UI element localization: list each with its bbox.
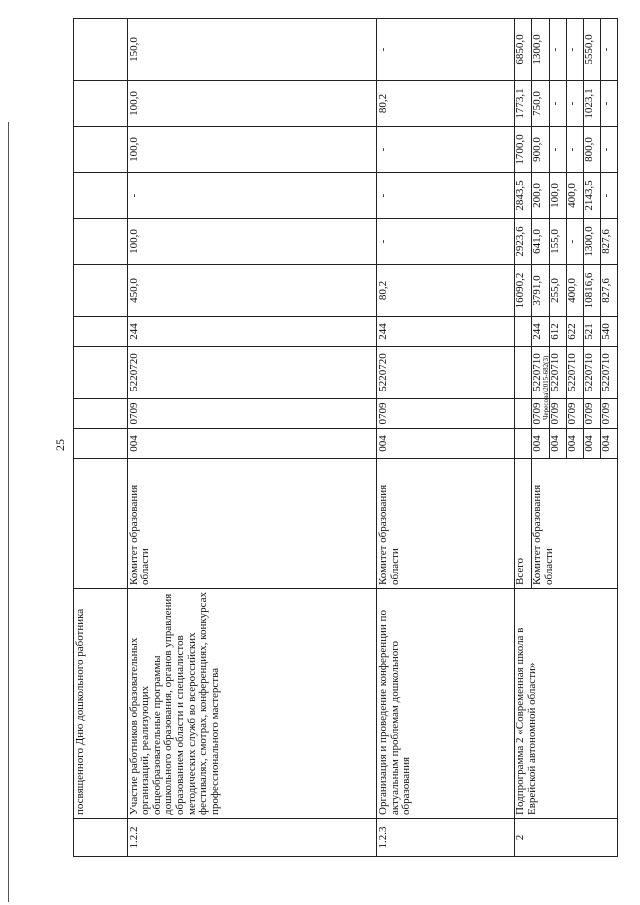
grbs-cell: 004 xyxy=(532,429,549,459)
total-cell: 400,0 xyxy=(566,265,583,317)
page-number: 25 xyxy=(53,439,67,451)
year-2018-cell: - xyxy=(549,81,566,127)
year-2017-cell: 800,0 xyxy=(583,127,600,173)
year-2015-cell: 641,0 xyxy=(532,219,549,265)
rzpr-cell: 0709 xyxy=(377,399,515,429)
year-2015-cell: 2923,6 xyxy=(515,219,532,265)
csr-cell: 5220710 xyxy=(549,347,566,399)
year-2018-cell: 1773,1 xyxy=(515,81,532,127)
row-num-cell: 1.2.2 xyxy=(127,819,376,857)
year-2015-cell: 155,0 xyxy=(549,219,566,265)
year-2018-cell: 1023,1 xyxy=(583,81,600,127)
table-row xyxy=(515,19,532,857)
csr-cell: 5220710 xyxy=(583,347,600,399)
csr-cell: 5220710 xyxy=(566,347,583,399)
rzpr-cell: 0709 xyxy=(127,399,376,429)
vr-cell: 540 xyxy=(600,317,617,347)
year-2018-cell: - xyxy=(566,81,583,127)
vr-cell: 521 xyxy=(583,317,600,347)
year-2015-cell: - xyxy=(377,219,515,265)
year-2017-cell: - xyxy=(549,127,566,173)
year-2017-cell: 100,0 xyxy=(127,127,376,173)
csr-cell: 5220720 xyxy=(127,347,376,399)
executor-cell: Комитет образования области xyxy=(377,459,515,589)
total-cell: 255,0 xyxy=(549,265,566,317)
total-cell: 16090,2 xyxy=(515,265,532,317)
vr-cell: 244 xyxy=(532,317,549,347)
event-name-cell: посвященного Дню дошкольного работника xyxy=(74,589,128,819)
year-2017-cell: - xyxy=(377,127,515,173)
footer-reference: Чересова\2015-682(3) xyxy=(542,355,550,420)
rzpr-cell: 0709 xyxy=(532,399,549,429)
executor-cell xyxy=(74,459,128,589)
year-2016-cell: - xyxy=(377,173,515,219)
table-row xyxy=(74,19,128,857)
year-2018-cell: 100,0 xyxy=(127,81,376,127)
year-2019-cell: - xyxy=(566,19,583,81)
grbs-cell: 004 xyxy=(583,429,600,459)
year-2017-cell: - xyxy=(566,127,583,173)
csr-cell: 5220710 xyxy=(600,347,617,399)
row-num-cell xyxy=(74,819,128,857)
vr-cell: 244 xyxy=(377,317,515,347)
table-row xyxy=(377,19,515,857)
year-2016-cell: 2843,5 xyxy=(515,173,532,219)
year-2015-cell: 827,6 xyxy=(600,219,617,265)
total-label-cell: Всего xyxy=(515,459,532,589)
grbs-cell: 004 xyxy=(600,429,617,459)
year-2016-cell: 400,0 xyxy=(566,173,583,219)
year-2015-cell: 100,0 xyxy=(127,219,376,265)
total-cell: 827,6 xyxy=(600,265,617,317)
executor-cell: Комитет образования области xyxy=(127,459,376,589)
rzpr-cell: 0709 xyxy=(600,399,617,429)
year-2015-cell: - xyxy=(566,219,583,265)
table-row xyxy=(127,19,376,857)
grbs-cell: 004 xyxy=(127,429,376,459)
grbs-cell: 004 xyxy=(566,429,583,459)
year-2019-cell: 150,0 xyxy=(127,19,376,81)
year-2018-cell: 750,0 xyxy=(532,81,549,127)
row-num-cell: 1.2.3 xyxy=(377,819,515,857)
year-2019-cell: - xyxy=(377,19,515,81)
total-cell: 3791,0 xyxy=(532,265,549,317)
rzpr-cell: 0709 xyxy=(566,399,583,429)
total-cell: 10816,6 xyxy=(583,265,600,317)
year-2017-cell: 900,0 xyxy=(532,127,549,173)
total-cell: 450,0 xyxy=(127,265,376,317)
vr-cell: 622 xyxy=(566,317,583,347)
vr-cell: 612 xyxy=(549,317,566,347)
row-num-cell: 2 xyxy=(515,819,618,857)
event-name-cell: Подпрограмма 2 «Современная школа в Еврейской автономной области» xyxy=(515,589,618,819)
csr-cell: 5220720 xyxy=(377,347,515,399)
year-2015-cell: 1300,0 xyxy=(583,219,600,265)
total-cell: 80,2 xyxy=(377,265,515,317)
executor-cell: Комитет образования области xyxy=(532,459,618,589)
year-2017-cell: - xyxy=(600,127,617,173)
year-2019-cell: - xyxy=(549,19,566,81)
rotated-table-wrapper xyxy=(73,19,618,857)
year-2016-cell: - xyxy=(127,173,376,219)
year-2019-cell: 5550,0 xyxy=(583,19,600,81)
year-2019-cell: 6850,0 xyxy=(515,19,532,81)
year-2017-cell: 1700,0 xyxy=(515,127,532,173)
grbs-cell: 004 xyxy=(549,429,566,459)
rzpr-cell: 0709 xyxy=(583,399,600,429)
year-2016-cell: 200,0 xyxy=(532,173,549,219)
year-2016-cell: 2143,5 xyxy=(583,173,600,219)
rzpr-cell: 0709 xyxy=(549,399,566,429)
year-2019-cell: - xyxy=(600,19,617,81)
year-2018-cell: 80,2 xyxy=(377,81,515,127)
vr-cell: 244 xyxy=(127,317,376,347)
year-2019-cell: 1300,0 xyxy=(532,19,549,81)
binding-margin-line xyxy=(8,122,9,902)
year-2018-cell: - xyxy=(600,81,617,127)
csr-cell: 5220710 xyxy=(532,347,549,399)
year-2016-cell: - xyxy=(600,173,617,219)
year-2016-cell: 100,0 xyxy=(549,173,566,219)
event-name-cell: Организация и проведение конференции по актуальным проблемам дошкольного образования xyxy=(377,589,515,819)
grbs-cell: 004 xyxy=(377,429,515,459)
program-funding-table xyxy=(73,18,618,857)
event-name-cell: Участие работников образовательных организаций, реализующих общеобразовательные программы дошкольного образования, органов управления образованием области и специалистов методических служб во всероссийских фестивалях, смотрах, конференциях, конкурсах профессионального мастерства xyxy=(127,589,376,819)
